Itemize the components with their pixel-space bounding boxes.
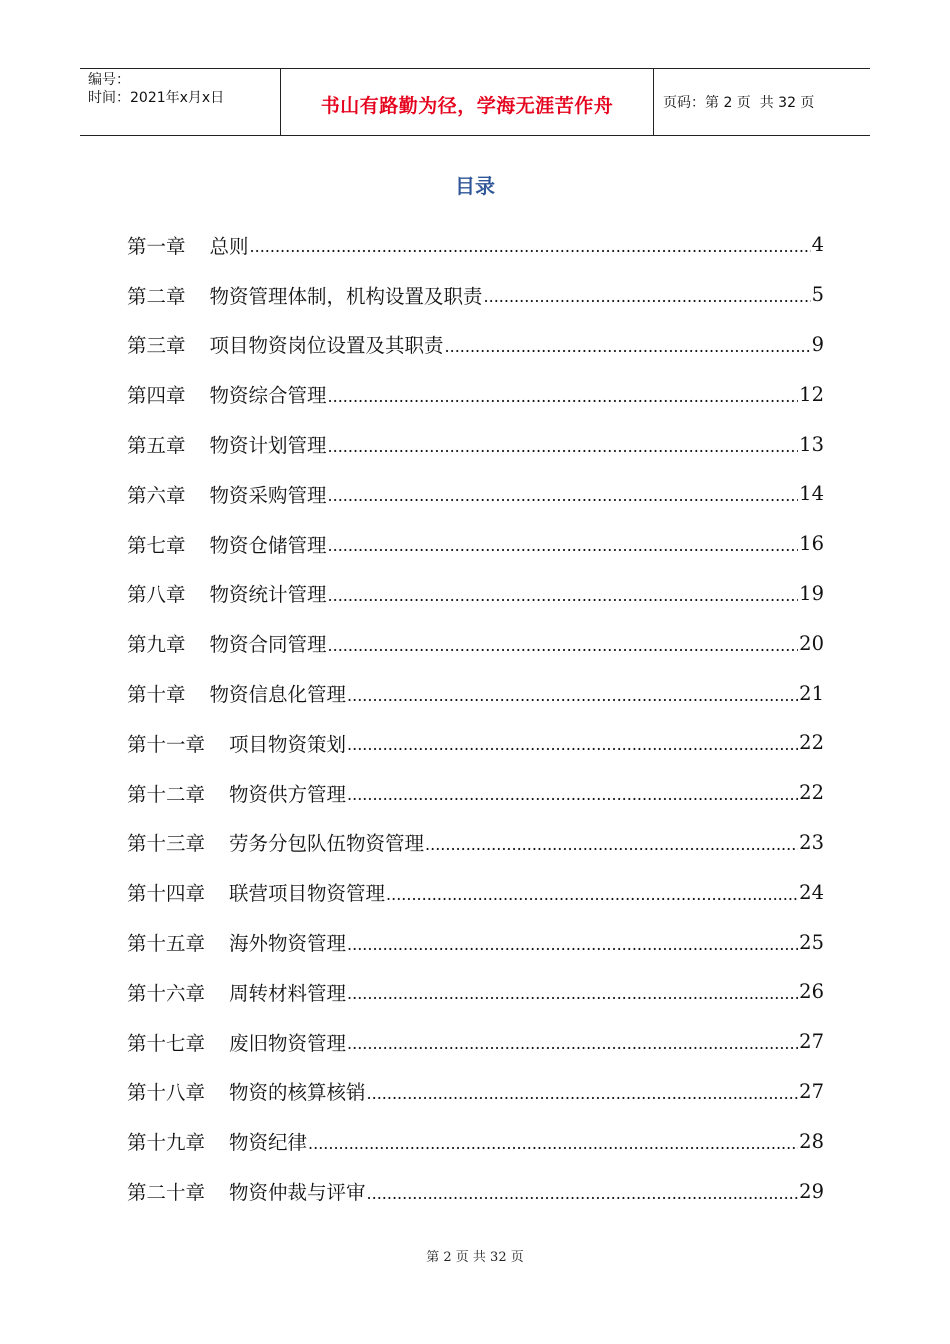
toc-dot-leader (250, 237, 811, 256)
header-motto-cell (281, 69, 654, 135)
toc-dot-leader (347, 1034, 798, 1053)
toc-entry[interactable] (127, 419, 824, 469)
toc-entry[interactable] (127, 1067, 824, 1117)
toc-chapter-label: 第十九章 (127, 1131, 206, 1155)
toc-entry-title: 物资仓储管理 (209, 533, 327, 557)
toc-page-number: 25 (799, 930, 824, 954)
toc-page-number: 5 (811, 283, 824, 307)
page-header (80, 68, 870, 136)
toc-chapter-label: 第十三章 (127, 832, 206, 856)
toc-entry[interactable] (127, 668, 824, 718)
toc-page-number: 12 (799, 382, 824, 406)
toc-entry-title: 废旧物资管理 (229, 1031, 347, 1055)
toc-entry[interactable] (127, 867, 824, 917)
toc-chapter-label: 第六章 (127, 483, 186, 507)
toc-dot-leader (347, 785, 798, 804)
toc-chapter-label: 第十四章 (127, 882, 206, 906)
toc-chapter-label: 第二十章 (127, 1181, 206, 1205)
toc-page-number: 24 (799, 880, 824, 904)
toc-entry-title: 项目物资岗位设置及其职责 (209, 334, 444, 358)
toc-entry-title: 物资合同管理 (209, 633, 327, 657)
page-footer (0, 1246, 950, 1265)
toc-chapter-label: 第四章 (127, 384, 186, 408)
toc-chapter-label: 第八章 (127, 583, 186, 607)
toc-page-number: 21 (799, 681, 824, 705)
toc-entry-title: 周转材料管理 (229, 981, 347, 1005)
toc-entry-title: 物资仲裁与评审 (229, 1181, 366, 1205)
toc-page-number: 29 (799, 1179, 824, 1203)
toc-entry[interactable] (127, 1116, 824, 1166)
toc-entry[interactable] (127, 369, 824, 419)
toc-page-number: 22 (799, 781, 824, 805)
toc-dot-leader (328, 486, 799, 505)
toc-entry-title: 物资统计管理 (209, 583, 327, 607)
toc-page-number: 23 (799, 830, 824, 854)
toc-entry-title: 海外物资管理 (229, 932, 347, 956)
toc-page-number: 20 (799, 631, 824, 655)
toc-chapter-label: 第二章 (127, 284, 186, 308)
toc-chapter-label: 第十六章 (127, 981, 206, 1005)
toc-chapter-label: 第十七章 (127, 1031, 206, 1055)
toc-chapter-label: 第十章 (127, 683, 186, 707)
toc-page-number: 19 (799, 581, 824, 605)
toc-entry-title: 物资采购管理 (209, 483, 327, 507)
toc-entry-title: 物资的核算核销 (229, 1081, 366, 1105)
footer-page-number: 第 2 页 共 32 页 (426, 1250, 524, 1265)
toc-entry[interactable] (127, 618, 824, 668)
toc-chapter-label: 第十二章 (127, 782, 206, 806)
toc-entry[interactable] (127, 1166, 824, 1216)
toc-dot-leader (328, 586, 799, 605)
toc-dot-leader (445, 337, 811, 356)
toc-dot-leader (347, 935, 798, 954)
toc-entry[interactable] (127, 718, 824, 768)
toc-entry-title: 物资计划管理 (209, 434, 327, 458)
toc-entry[interactable] (127, 519, 824, 569)
toc-page-number: 27 (799, 1030, 824, 1054)
header-meta-cell (80, 69, 281, 135)
toc-dot-leader (347, 735, 798, 754)
toc-dot-leader (328, 536, 799, 555)
toc-title: 目录 (455, 174, 495, 198)
toc-entry-title: 项目物资策划 (229, 732, 347, 756)
toc-entry[interactable] (127, 818, 824, 868)
toc-entry-title: 物资信息化管理 (209, 683, 347, 707)
header-page-cell (654, 69, 870, 135)
toc-chapter-label: 第三章 (127, 334, 186, 358)
toc-dot-leader (484, 287, 811, 306)
toc-dot-leader (308, 1134, 798, 1153)
toc-entry-title: 总则 (209, 234, 249, 258)
toc-entry[interactable] (127, 270, 824, 320)
toc-entry[interactable] (127, 220, 824, 270)
toc-dot-leader (386, 885, 798, 904)
toc-dot-leader (328, 636, 799, 655)
toc-chapter-label: 第十一章 (127, 732, 206, 756)
toc-page-number: 27 (799, 1079, 824, 1103)
toc-chapter-label: 第十八章 (127, 1081, 206, 1105)
toc-chapter-label: 第一章 (127, 234, 186, 258)
toc-chapter-label: 第十五章 (127, 932, 206, 956)
toc-chapter-label: 第五章 (127, 434, 186, 458)
toc-page-number: 9 (811, 332, 824, 356)
toc-chapter-label: 第九章 (127, 633, 186, 657)
toc-page-number: 13 (799, 432, 824, 456)
toc-entry[interactable] (127, 917, 824, 967)
document-time-label: 时间：2021年x月x日 (88, 90, 225, 106)
header-motto: 书山有路勤为径，学海无涯苦作舟 (320, 94, 614, 117)
toc-dot-leader (328, 387, 799, 406)
toc-dot-leader (425, 835, 798, 854)
toc-page-number: 28 (799, 1129, 824, 1153)
toc-entry[interactable] (127, 569, 824, 619)
toc-dot-leader (367, 1184, 799, 1203)
toc-entry[interactable] (127, 320, 824, 370)
toc-dot-leader (347, 686, 798, 705)
toc-entry-title: 物资纪律 (229, 1131, 308, 1155)
header-page-info: 页码：第 2 页 共 32 页 (663, 95, 815, 111)
toc-entry-title: 物资综合管理 (209, 384, 327, 408)
toc-entry[interactable] (127, 1017, 824, 1067)
toc-page-number: 22 (799, 731, 824, 755)
toc-page-number: 16 (799, 532, 824, 556)
toc-entry-title: 联营项目物资管理 (229, 882, 386, 906)
toc-dot-leader (347, 984, 798, 1003)
toc-entry-title: 物资供方管理 (229, 782, 347, 806)
toc-dot-leader (328, 437, 799, 456)
toc-entry-title: 物资管理体制，机构设置及职责 (209, 284, 483, 308)
toc-chapter-label: 第七章 (127, 533, 186, 557)
toc-page-number: 14 (799, 482, 824, 506)
toc-entry[interactable] (127, 967, 824, 1017)
toc-page-number: 26 (799, 980, 824, 1004)
document-number-label: 编号： (88, 72, 130, 88)
toc-entry-title: 劳务分包队伍物资管理 (229, 832, 425, 856)
toc-dot-leader (367, 1084, 799, 1103)
toc-entry[interactable] (127, 768, 824, 818)
toc-page-number: 4 (811, 233, 824, 257)
toc-entry[interactable] (127, 469, 824, 519)
toc-list (127, 220, 824, 1216)
